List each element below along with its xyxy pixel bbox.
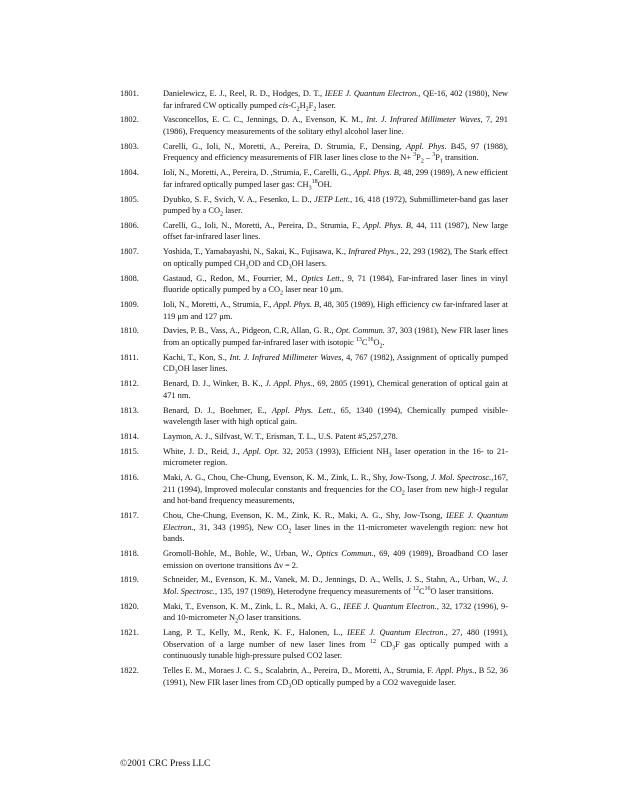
journal-title: Appl. Phys. B [273,300,320,309]
subscript: 2 [401,490,405,497]
reference-text [163,627,508,662]
reference-number: 1802. [120,115,139,125]
reference-text [163,472,508,507]
reference-entry [120,220,508,243]
reference-text [163,601,508,624]
subscript: 3 [308,185,312,192]
reference-number: 1807. [120,247,139,257]
reference-entry [120,352,508,375]
reference-text [163,194,508,217]
reference-number: 1809. [120,300,139,309]
journal-title: IEEE J. Quantum Electron. [324,89,419,98]
reference-text [163,141,508,164]
subscript: 2 [296,106,300,113]
reference-number: 1816. [120,473,139,483]
reference-entry [120,431,508,443]
reference-number: 1815. [120,446,139,456]
reference-text-run: , 69, 409 (1989), Broadband CO laser emission on overtone transitions Δν = 2. [163,548,508,570]
reference-text-run: Laymon, A. J., Silfvast, W. T., Erisman, T. L., U.S. Patent #5,257,278. [163,431,398,441]
reference-entry [120,601,508,624]
reference-text-run: , 31, 343 (1995), New CO [193,522,289,532]
reference-entry [120,405,508,428]
reference-text [163,220,508,243]
subscript: 2 [420,159,424,166]
reference-number: 1805. [120,194,139,204]
reference-text-run: , 44, 111 (1987), New large offset far-infrared laser lines. [163,220,509,242]
journal-title: J. Mol. Spectrosc. [430,473,492,483]
reference-text-run: laser lines in the 11-micrometer wavelength region: new hot bands. [163,522,508,544]
reference-text-run: Gromoll-Bohle, M., Bohle, W., Urban, W., [163,548,316,558]
reference-text-run: 37, 303 (1981), New FIR laser lines from an optically pumped far-infrared laser with isotopic [163,326,508,347]
superscript: 13 [355,337,362,344]
reference-text [163,446,508,469]
journal-title: JETP Lett. [314,194,351,204]
reference-text-run: , 22, 293 (1982), The Stark effect on optically pumped CH [163,247,509,268]
reference-entry [120,167,508,190]
journal-title: Int. J. Infrared Millimeter Waves [229,352,342,362]
reference-entry [120,141,508,164]
subscript: 2 [280,290,283,297]
reference-entry [120,114,508,137]
reference-number: 1803. [120,141,139,151]
reference-text-run: , 48, 305 (1989), High efficiency cw far-infrared laser at 119 μm and 127 μm. [163,300,509,321]
reference-text-run: Carelli, G., Ioli, N., Moretti, A., Pereira, D. Strumia, F., Densing, [163,141,407,151]
reference-number: 1804. [120,168,139,178]
subscript: 3 [288,264,292,271]
reference-text [163,431,508,443]
reference-text-run: transition. [442,153,479,163]
reference-text-run: laser. [223,206,243,216]
reference-text-run: Danielewicz, E. J., Reel, R. D., Hodges, D. T., [163,89,325,98]
reference-text-run: Ioli, N., Moretti, A., Pereira, D. ,Strumia, F., Carelli, G., [163,168,354,178]
reference-text-run: – [423,153,433,163]
reference-text-run: , 69, 2805 (1991), Chemical generation of optical gain at 471 nm. [163,379,508,400]
subscript: 3 [388,452,392,459]
superscript: 3 [432,152,436,159]
journal-title: J. Appl. Phys. [265,379,313,389]
reference-text [163,88,508,111]
subscript: 1 [439,159,443,166]
reference-text-run: Maki, A. G., Chou, Che-Chung, Evenson, K. M., Zink, L. R., Shy, Jow-Tsong, [163,473,431,483]
reference-text [163,574,508,597]
reference-text-run: Ioli, N., Moretti, A., Strumia, F., [163,300,274,309]
reference-entry [120,665,508,688]
reference-text-run: Kachi, T., Kon, S., [163,352,230,362]
reference-text-run: P [435,153,440,163]
reference-text-run: CD [376,639,393,649]
reference-text-run: White, J. D., Reid, J., [163,446,244,456]
reference-text-run: , 27, 480 (1991), Observation of a large number of new laser lines from [163,628,508,649]
reference-text-run: Yoshida, T., Yamabayashi, N., Sakai, K., Fujisawa, K., [163,247,349,257]
reference-text-run: . B45, 97 (1988), Frequency and efficiency measurements of FIR laser lines close to the N+ [163,141,509,163]
reference-text-run: . [382,337,385,347]
subscript: 2 [379,343,383,350]
reference-text-run: laser operation in the 16- to 21-micrometer region. [163,446,508,468]
journal-title: J. Mol. Spectrosc. [163,575,508,596]
reference-text [163,299,508,322]
journal-title: Appl. Phys. [435,666,475,676]
reference-text-run: Gastaud, G., Redon, M., Fourrier, M., [163,273,302,283]
reference-entry [120,246,508,269]
reference-text-run: C [361,337,368,347]
reference-entry [120,627,508,662]
reference-text-run: F [308,100,314,110]
reference-text-run: Benard, D. J., Winker, B. K., [163,379,266,389]
reference-text-run: Maki, T., Evenson, K. M., Zink, L. R., Maki, A. G., [163,601,344,611]
reference-text-run: laser near 10 μm. [283,285,344,295]
subscript: 3 [288,683,292,690]
reference-text-run: Schneider, M., Evenson, K. M., Vanek, M. D., Jennings, D. A., Wells, J. S., Stahn, A., Urban, W., [163,575,503,585]
reference-entry [120,548,508,571]
reference-text [163,405,508,428]
reference-entry [120,299,508,322]
reference-entry [120,325,508,348]
reference-text-run: O laser transitions. [238,613,302,623]
superscript: 16 [367,337,374,344]
subscript: 2 [305,106,309,113]
subscript: 3 [392,645,396,652]
reference-text-run: laser. [316,100,336,110]
journal-title: Optics Lett. [301,273,342,283]
subscript: 3 [174,370,178,377]
journal-title: Optics Commun. [315,548,374,558]
subscript: 2 [235,618,239,625]
reference-text-run: F gas optically pumped with a continuously tunable high-pressure pulsed CO2 laser. [163,639,508,661]
reference-text-run: H [299,100,306,110]
reference-text-run: , B 52, 36 (1991), New FIR laser lines from CD [163,666,508,687]
journal-title: Appl. Phys. B [363,220,411,230]
journal-title: IEEE J. Quantum Electron. [163,511,508,532]
reference-entry [120,446,508,469]
reference-text-run: OH. [317,179,332,189]
reference-number: 1813. [120,405,139,415]
reference-text-run: , 16, 418 (1972), Submillimeter-band gas laser pumped by a CO [163,194,509,216]
reference-number: 1821. [120,628,139,638]
reference-text-run: O [373,337,380,347]
reference-text [163,548,508,571]
reference-entry [120,273,508,296]
reference-entry [120,194,508,217]
reference-text-run: Carelli, G., Ioli, N., Moretti, A., Pereira, D., Strumia, F., [163,220,364,230]
reference-text-run: C [418,586,425,596]
reference-text-run: Dyubko, S. F., Svich, V. A., Fesenko, L. D., [163,194,315,204]
copyright-footer: ©2001 CRC Press LLC [120,759,211,769]
reference-entry [120,510,508,545]
reference-entry [120,88,508,111]
reference-text-run: Vasconcellos, E. C. C., Jennings, D. A., Evenson, K. M., [163,115,367,125]
reference-text-run: 32, 2053 (1993), Efficient NH [279,446,389,456]
reference-text-run: Telles E. M., Moraes J. C. S., Scalabrin, A., Pereira, D., Moretti, A., Strumia, F. [163,666,436,676]
reference-text [163,665,508,688]
journal-title: Appl. Phys [406,141,445,151]
reference-text-run: O laser transitions. [430,586,494,596]
reference-text [163,325,508,348]
journal-title: cis [278,100,289,110]
reference-text-run: OH lasers. [291,258,327,268]
reference-number: 1814. [120,431,139,441]
superscript: 16 [424,586,431,593]
reference-text-run: Benard, D. J., Boehmer, E., [163,405,272,415]
journal-title: IEEE J. Quantum Electron. [347,628,446,638]
reference-number: 1822. [120,666,139,676]
reference-entry [120,378,508,401]
reference-text-run: Davies, P. B., Vass, A., Pidgeon, C.R, Allan, G. R., [163,326,336,336]
reference-text-run: Lang, P. T., Kelly, M., Renk, K. F., Halonen, L., [163,628,348,638]
journal-title: Appl. Opt. [243,446,280,456]
reference-text-run: , 65, 1340 (1994), Chemically pumped visible-wavelength laser with high optical gain. [163,405,508,427]
journal-title: Appl. Phys. B [353,168,399,178]
reference-text [163,352,508,375]
reference-text-run: , QE-16, 402 (1980), New far infrared CW optically pumped [163,89,508,110]
reference-number: 1810. [120,326,139,336]
reference-text-run: , 32, 1732 (1996), 9- and 10-micrometer N [163,601,508,623]
reference-number: 1811. [120,352,139,362]
journal-title: Int. J. Infrared Millimeter Waves [366,115,481,125]
reference-number: 1812. [120,379,139,389]
reference-number: 1819. [120,575,139,585]
reference-text-run: OD and CD [248,258,289,268]
reference-number: 1817. [120,511,139,520]
reference-text [163,378,508,401]
reference-list [120,88,508,691]
reference-text-run: Chou, Che-Chung, Evenson, K. M., Zink, K. R., Maki, A. G., Shy, Jow-Tsong, [163,511,447,520]
journal-title: Opt. Commun. [335,326,385,336]
reference-text [163,114,508,137]
reference-text-run: , 4, 767 (1982), Assignment of optically pumped CD [163,352,508,374]
reference-text [163,246,508,269]
journal-title: Infrared Phys. [348,247,397,257]
subscript: 2 [220,211,223,218]
superscript: 3 [413,152,417,159]
subscript: 2 [288,528,292,535]
reference-number: 1806. [120,220,139,230]
journal-title: IEEE J. Quantum Electron. [343,601,437,611]
reference-text-run: , 9, 71 (1984), Far-infrared laser lines in vinyl fluoride optically pumped by a CO [163,273,508,295]
reference-number: 1801. [120,89,139,98]
reference-text-run: , 48, 299 (1989), A new efficient far infrared optically pumped laser gas: CH [163,168,508,189]
reference-text [163,167,508,190]
reference-entry [120,472,508,507]
journal-title: Appl. Phys. Lett. [271,405,334,415]
reference-text [163,273,508,296]
superscript: 18 [311,178,318,185]
reference-number: 1818. [120,548,139,558]
reference-text-run: OD optically pumped by a CO2 waveguide laser. [291,677,457,687]
reference-text-run: P [416,153,421,163]
reference-text-run: , 135, 197 (1989), Heterodyne frequency measurements of [215,586,413,596]
superscript: 12 [370,638,377,645]
reference-entry [120,574,508,597]
reference-text-run: ,167, 211 (1994), Improved molecular constants and frequencies for the CO [163,473,508,494]
subscript: 3 [245,264,249,271]
reference-number: 1808. [120,273,139,283]
subscript: 2 [313,106,317,113]
reference-text-run: laser from new high-J regular and hot-band frequency measurements, [163,484,508,506]
reference-text-run: OH laser lines. [177,364,228,374]
reference-number: 1820. [120,601,139,611]
superscript: 12 [412,586,419,593]
reference-text [163,510,508,545]
reference-text-run: , 7, 291 (1986), Frequency measurements of the solitary ethyl alcohol laser line. [163,115,508,136]
reference-text-run: -C [288,100,297,110]
